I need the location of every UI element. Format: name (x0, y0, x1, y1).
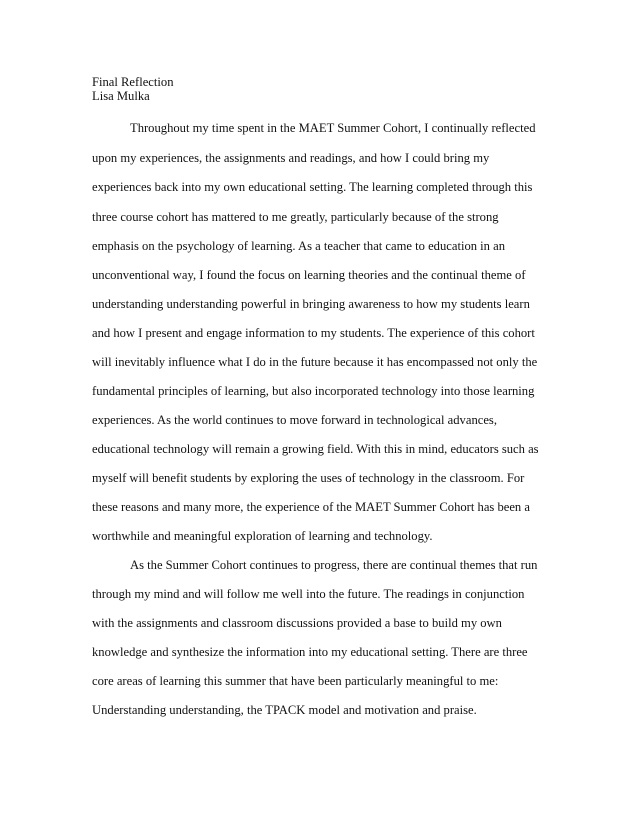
paragraph-line: emphasis on the psychology of learning. As a teacher that came to education in an (92, 239, 506, 253)
paragraph-line: As the Summer Cohort continues to progress, there are continual themes that run (130, 558, 538, 572)
paragraph-line: experiences back into my own educational setting. The learning completed through this (92, 180, 533, 194)
paragraph-line: through my mind and will follow me well into the future. The readings in conjunction (92, 587, 525, 601)
paragraph-line: and how I present and engage information to my students. The experience of this cohort (92, 326, 535, 340)
author-name: Lisa Mulka (92, 89, 150, 103)
paragraph-line: educational technology will remain a growing field. With this in mind, educators such as (92, 442, 539, 456)
paragraph-line: fundamental principles of learning, but also incorporated technology into those learning (92, 384, 535, 398)
paragraph-line: with the assignments and classroom discussions provided a base to build my own (92, 616, 502, 630)
paragraph-line: knowledge and synthesize the information into my educational setting. There are three (92, 645, 528, 659)
paragraph-line: experiences. As the world continues to move forward in technological advances, (92, 413, 497, 427)
paragraph-line: understanding understanding powerful in bringing awareness to how my students learn (92, 297, 530, 311)
document-title: Final Reflection (92, 75, 174, 89)
paragraph-line: unconventional way, I found the focus on learning theories and the continual theme of (92, 268, 526, 282)
paragraph-line: Throughout my time spent in the MAET Summer Cohort, I continually reflected (130, 121, 536, 135)
paragraph-line: will inevitably influence what I do in the future because it has encompassed not only the (92, 355, 538, 369)
paragraph-line: these reasons and many more, the experience of the MAET Summer Cohort has been a (92, 500, 530, 514)
paragraph-line: core areas of learning this summer that have been particularly meaningful to me: (92, 674, 499, 688)
paragraph-line: three course cohort has mattered to me greatly, particularly because of the strong (92, 210, 499, 224)
paragraph-line: myself will benefit students by exploring the uses of technology in the classroom. For (92, 471, 525, 485)
paragraph-line: Understanding understanding, the TPACK model and motivation and praise. (92, 703, 477, 717)
paragraph-line: worthwhile and meaningful exploration of learning and technology. (92, 529, 433, 543)
paragraph-line: upon my experiences, the assignments and readings, and how I could bring my (92, 151, 490, 165)
